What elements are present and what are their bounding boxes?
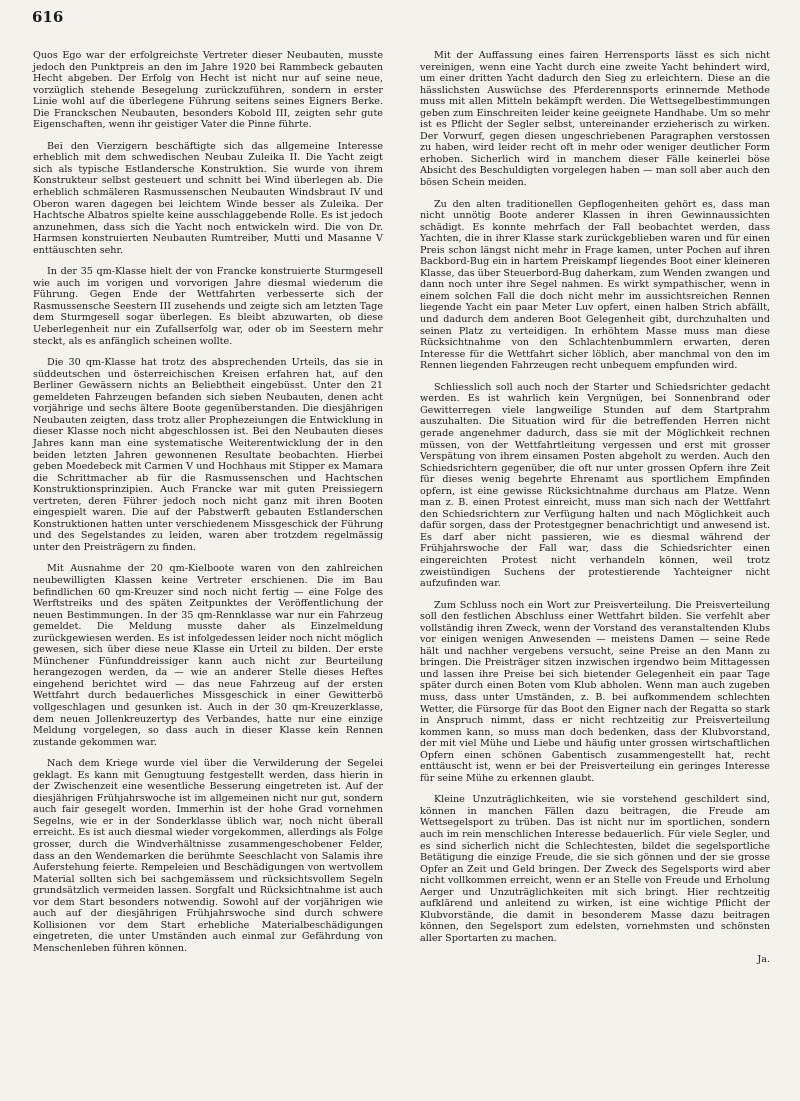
paragraph: Kleine Unzuträglichkeiten, wie sie vorstehend geschildert sind, können in manchen Fällen dazu beitragen, die Freude am Wettsegelsport zu trüben. Das ist nicht nur im sportlichen, sondern auch im rein menschlichen Interesse bedauerlich. Für viele Segler, und es sind sicherlich nicht die Schlechtesten, bildet die segelsportliche Betätigung die einzige Freude, die sie sich gönnen und der sie grosse Opfer an Zeit und Geld bringen. Der Zweck des Segelsports wird aber nicht vollkommen erreicht, wenn er an Stelle von Freude und Erholung Aerger und Unzuträglichkeiten mit sich bringt. Hier rechtzeitig aufklärend und anleitend zu wirken, ist eine wichtige Pflicht der Klubvorstände, die damit in besonderem Masse dazu beitragen können, den Segelsport zum edelsten, vornehmsten und schönsten aller Sportarten zu machen.: [420, 794, 770, 944]
paragraph: Die 30 qm-Klasse hat trotz des absprechenden Urteils, das sie in süddeutschen und österreichischen Kreisen erfahren hat, auf den Berliner Gewässern nichts an Beliebtheit eingebüsst. Unter den 21 gemeldeten Fahrzeugen befanden sich sieben Neubauten, denen acht vorjährige und sechs ältere Boote gegenüberstanden. Die diesjährigen Neubauten zeigten, dass trotz aller Prophezeiungen die Entwicklung in dieser Klasse noch nicht abgeschlossen ist. Bei den Neubauten dieses Jahres kann man eine systematische Weiterentwicklung der in den beiden letzten Jahren gewonnenen Resultate beobachten. Hierbei geben Moedebeck mit Carmen V und Hochhaus mit Stipper ex Mamara die Schrittmacher ab für die Rasmussenschen und Hachtschen Konstruktionsprinzipien. Auch Francke war mit guten Preissiegern vertreten, deren Führer jedoch noch nicht ganz mit ihren Booten eingespielt waren. Die auf der Pabstwerft gebauten Estlanderschen Konstruktionen hatten unter verschiedenem Missgeschick der Führung und des Segelstandes zu leiden, waren aber trotzdem regelmässig unter den Preisträgern zu finden.: [33, 357, 383, 553]
paragraph: Mit der Auffassung eines fairen Herrensports lässt es sich nicht vereinigen, wenn eine Yacht durch eine zweite Yacht behindert wird, um einer dritten Yacht dadurch den Sieg zu erleichtern. Diese an die hässlichsten Auswüchse des Pferderennsports erinnernde Methode muss mit allen Mitteln bekämpft werden. Die Wettsegelbestimmungen geben zum Einschreiten leider keine geeignete Handhabe. Um so mehr ist es Pflicht der Segler selbst, untereinander erzieherisch zu wirken. Der Vorwurf, gegen diesen ungeschriebenen Paragraphen verstossen zu haben, wird leider recht oft in mehr oder weniger deutlicher Form erhoben. Sicherlich wird in manchem dieser Fälle keinerlei böse Absicht des Beschuldigten vorgelegen haben — man soll aber auch den bösen Schein meiden.: [420, 50, 770, 189]
paragraph: Nach dem Kriege wurde viel über die Verwilderung der Segelei geklagt. Es kann mit Genugtuung festgestellt werden, dass hierin in der Zwischenzeit eine wesentliche Besserung eingetreten ist. Auf der diesjährigen Frühjahrswoche ist im allgemeinen nicht nur gut, sondern auch fair gesegelt worden. Immerhin ist der hohe Grad vornehmen Segelns, wie er in der Sonderklasse üblich war, noch nicht überall erreicht. Es ist auch diesmal wieder vorgekommen, allerdings als Folge grosser, durch die Windverhältnisse zusammengeschobener Felder, dass an den Wendemarken die berühmte Seeschlacht von Salamis ihre Auferstehung feierte. Rempeleien und Beschädigungen von wertvollem Material sollten sich bei sachgemässem und rücksichtsvollem Segeln grundsätzlich vermeiden lassen. Sorgfalt und Rücksichtnahme ist auch vor dem Start besonders notwendig. Sowohl auf der vorjährigen wie auch auf der diesjährigen Frühjahrswoche sind durch schwere Kollisionen vor dem Start erhebliche Materialbeschädigungen eingetreten, die unter Umständen auch einmal zur Gefährdung von Menschenleben führen können.: [33, 758, 383, 954]
page-number: 616: [32, 8, 64, 26]
paragraph: Quos Ego war der erfolgreichste Vertreter dieser Neubauten, musste jedoch den Punktpreis an den im Jahre 1920 bei Rammbeck gebauten Hecht abgeben. Der Erfolg von Hecht ist nicht nur auf seine neue, vorzüglich stehende Besegelung zurückzuführen, sondern in erster Linie wohl auf die überlegene Führung seitens seines Eigners Berke. Die Franckschen Neubauten, besonders Kobold III, zeigten sehr gute Eigenschaften, wenn ihr geistiger Vater die Pinne führte.: [33, 50, 383, 131]
paragraph: Zum Schluss noch ein Wort zur Preisverteilung. Die Preisverteilung soll den festlichen Abschluss einer Wettfahrt bilden. Sie verfehlt aber vollständig ihren Zweck, wenn der Vorstand des veranstaltenden Klubs vor einigen wenigen Anwesenden — meistens Damen — seine Rede hält und nachher vergebens versucht, seine Preise an den Mann zu bringen. Die Preisträger sitzen inzwischen irgendwo beim Mittagessen und lassen ihre Preise bei sich bietender Gelegenheit ein paar Tage später durch einen Boten vom Klub abholen. Wenn man auch zugeben muss, dass unter Umständen, z. B. bei aufkommendem schlechten Wetter, die Fürsorge für das Boot den Eigner nach der Regatta so stark in Anspruch nimmt, dass er nicht rechtzeitig zur Preisverteilung kommen kann, so muss man doch bedenken, dass der Klubvorstand, der mit viel Mühe und Liebe und häufig unter grossen wirtschaftlichen Opfern einen schönen Gabentisch zusammengestellt hat, recht enttäuscht ist, wenn er bei der Preisverteilung ein geringes Interesse für seine Mühe zu erkennen glaubt.: [420, 599, 770, 784]
paragraph: In der 35 qm-Klasse hielt der von Francke konstruierte Sturmgesell wie auch im vorigen und vorvorigen Jahre diesmal wiederum die Führung. Gegen Ende der Wettfahrten verbesserte sich der Rasmussensche Seestern III zusehends und zeigte sich am letzten Tage dem Sturmgesell sogar überlegen. Es bleibt abzuwarten, ob diese Ueberlegenheit nur ein Zufallserfolg war, oder ob im Seestern mehr steckt, als es anfänglich scheinen wollte.: [33, 266, 383, 347]
author-signature: Ja.: [757, 954, 770, 966]
left-column: [33, 50, 383, 954]
paragraph: Bei den Vierzigern beschäftigte sich das allgemeine Interesse erheblich mit dem schwedischen Neubau Zuleika II. Die Yacht zeigt sich als typische Estlandersche Konstruktion. Sie wurde von ihrem Konstrukteur selbst gesteuert und schnitt bei Wind überlegen ab. Die erheblich schmäleren Rasmussenschen Neubauten Windsbraut IV und Oberon waren dagegen bei leichtem Winde besser als Zuleika. Der Hachtsche Albatros spielte keine ausschlaggebende Rolle. Es ist jedoch anzunehmen, dass sich die Yacht noch entwickeln wird. Die von Dr. Harmsen konstruierten Neubauten Rumtreiber, Mutti und Masanne V enttäuschten sehr.: [33, 140, 383, 256]
paragraph: Zu den alten traditionellen Gepflogenheiten gehört es, dass man nicht unnötig Boote anderer Klassen in ihren Gewinnaussichten schädigt. Es konnte mehrfach der Fall beobachtet werden, dass Yachten, die in ihrer Klasse stark zurückgeblieben waren und für einen Preis schon längst nicht mehr in Frage kamen, unter Pochen auf ihren Backbord-Bug ein in hartem Preiskampf liegendes Boot einer kleineren Klasse, das über Steuerbord-Bug daherkam, zum Wenden zwangen und dann noch unter ihre Segel nahmen. Es wirkt sympathischer, wenn in einem solchen Fall die doch nicht mehr im aussichtsreichen Rennen liegende Yacht ein paar Meter Luv opfert, einen halben Strich abfällt, und dadurch dem anderen Boot Gelegenheit gibt, durchzuhalten und seinen Platz zu verteidigen. In erhöhtem Masse muss man diese Rücksichtnahme von den Schlachtenbummlern erwarten, deren Interesse für die Wettfahrt sicher löblich, aber manchmal von den im Rennen liegenden Fahrzeugen recht unbequem empfunden wird.: [420, 198, 770, 372]
paragraph: Mit Ausnahme der 20 qm-Kielboote waren von den zahlreichen neubewilligten Klassen keine Vertreter erschienen. Die im Bau befindlichen 60 qm-Kreuzer sind noch nicht fertig — eine Folge des Werftstreiks und des späten Zeitpunktes der Veröffentlichung der neuen Bestimmungen. In der 35 qm-Rennklasse war nur ein Fahrzeug gemeldet. Die Meldung musste daher als Einzelmeldung zurückgewiesen werden. Es ist infolgedessen leider noch nicht möglich gewesen, sich über diese neue Klasse ein Urteil zu bilden. Der erste Münchener Fünfunddreissiger kann auch nicht zur Beurteilung herangezogen werden, da — wie an anderer Stelle dieses Heftes eingehend berichtet wird — das neue Fahrzeug auf der ersten Wettfahrt durch bedauerliches Missgeschick in einer Gewitterbö vollgeschlagen und gesunken ist. Auch in der 30 qm-Kreuzerklasse, dem neuen Jollenkreuzertyp des Verbandes, hatte nur eine einzige Meldung vorgelegen, so dass auch in dieser Klasse kein Rennen zustande gekommen war.: [33, 563, 383, 748]
right-column: [420, 50, 770, 966]
paragraph: Schliesslich soll auch noch der Starter und Schiedsrichter gedacht werden. Es ist wahrlich kein Vergnügen, bei Sonnenbrand oder Gewitterregen viele langweilige Stunden auf dem Startprahm auszuhalten. Die Situation wird für die betreffenden Herren nicht gerade angenehmer dadurch, dass sie mit der Möglichkeit rechnen müssen, von der Wettfahrtleitung vergessen und erst mit grosser Verspätung von ihrem einsamen Posten abgeholt zu werden. Auch den Schiedsrichtern gegenüber, die oft nur unter grossen Opfern ihre Zeit für dieses wenig begehrte Ehrenamt aus sportlichem Empfinden opfern, ist eine gewisse Rücksichtnahme durchaus am Platze. Wenn man z. B. einen Protest einreicht, muss man sich nach der Wettfahrt den Schiedsrichtern zur Verfügung halten und nach Möglichkeit auch dafür sorgen, dass der Protestgegner benachrichtigt und anwesend ist. Es darf aber nicht passieren, wie es diesmal während der Frühjahrswoche der Fall war, dass die Schiedsrichter einen eingereichten Protest nicht verhandeln können, weil trotz zweistündigen Suchens der protestierende Yachteigner nicht aufzufinden war.: [420, 381, 770, 590]
